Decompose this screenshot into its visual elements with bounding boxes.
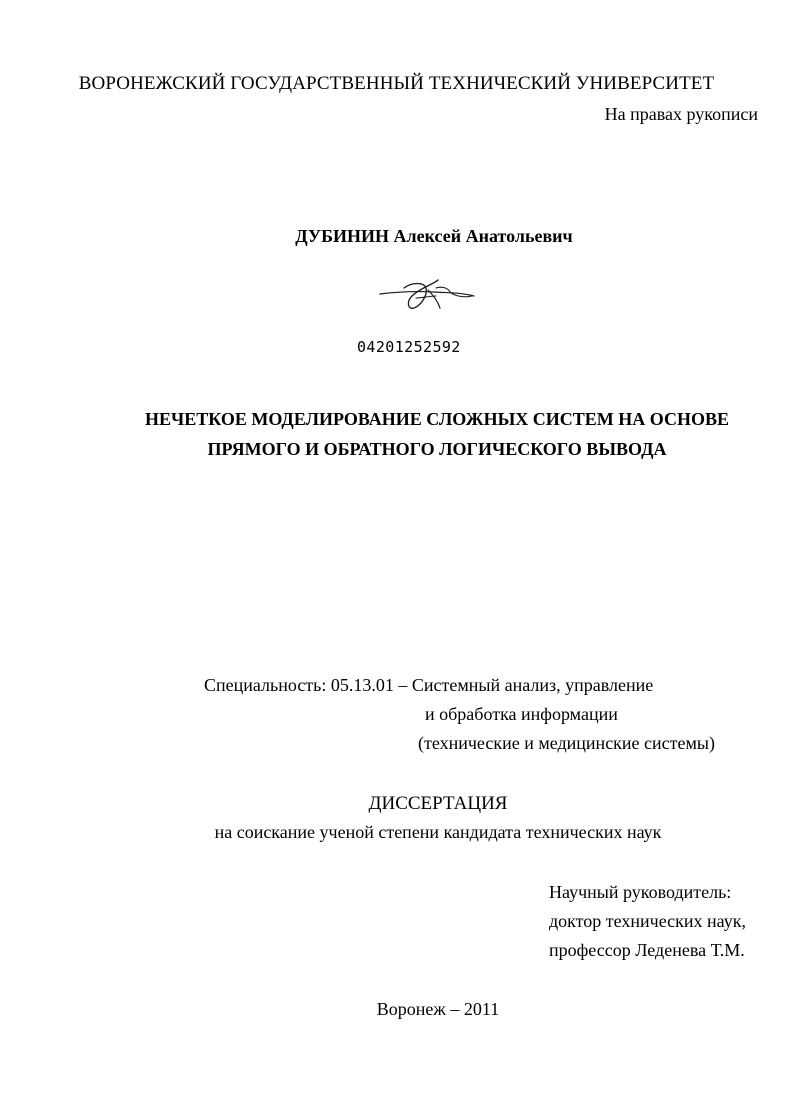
supervisor-name: профессор Леденева Т.М. (549, 940, 745, 960)
author-name: ДУБИНИН Алексей Анатольевич (295, 226, 573, 246)
dissertation-title (0, 404, 793, 464)
degree-statement: на соискание ученой степени кандидата технических наук (214, 822, 662, 842)
city-year: Воронеж – 2011 (376, 999, 500, 1019)
supervisor-degree: доктор технических наук, (549, 911, 746, 931)
specialty-line-1: Специальность: 05.13.01 – Системный анализ, управление (204, 675, 654, 695)
supervisor-label: Научный руководитель: (549, 882, 732, 902)
registration-number: 04201252592 (357, 338, 461, 356)
title-line-1: НЕЧЕТКОЕ МОДЕЛИРОВАНИЕ СЛОЖНЫХ СИСТЕМ НА ОСНОВЕ (145, 409, 729, 429)
specialty-line-3: (технические и медицинские системы) (418, 733, 715, 753)
manuscript-rights-note: На правах рукописи (604, 104, 758, 124)
specialty-line-2: и обработка информации (425, 704, 618, 724)
title-line-2: ПРЯМОГО И ОБРАТНОГО ЛОГИЧЕСКОГО ВЫВОДА (207, 439, 667, 459)
university-name: ВОРОНЕЖСКИЙ ГОСУДАРСТВЕННЫЙ ТЕХНИЧЕСКИЙ УНИВЕРСИТЕТ (78, 73, 715, 94)
handwritten-signature (376, 274, 480, 316)
dissertation-label: ДИССЕРТАЦИЯ (368, 793, 508, 814)
